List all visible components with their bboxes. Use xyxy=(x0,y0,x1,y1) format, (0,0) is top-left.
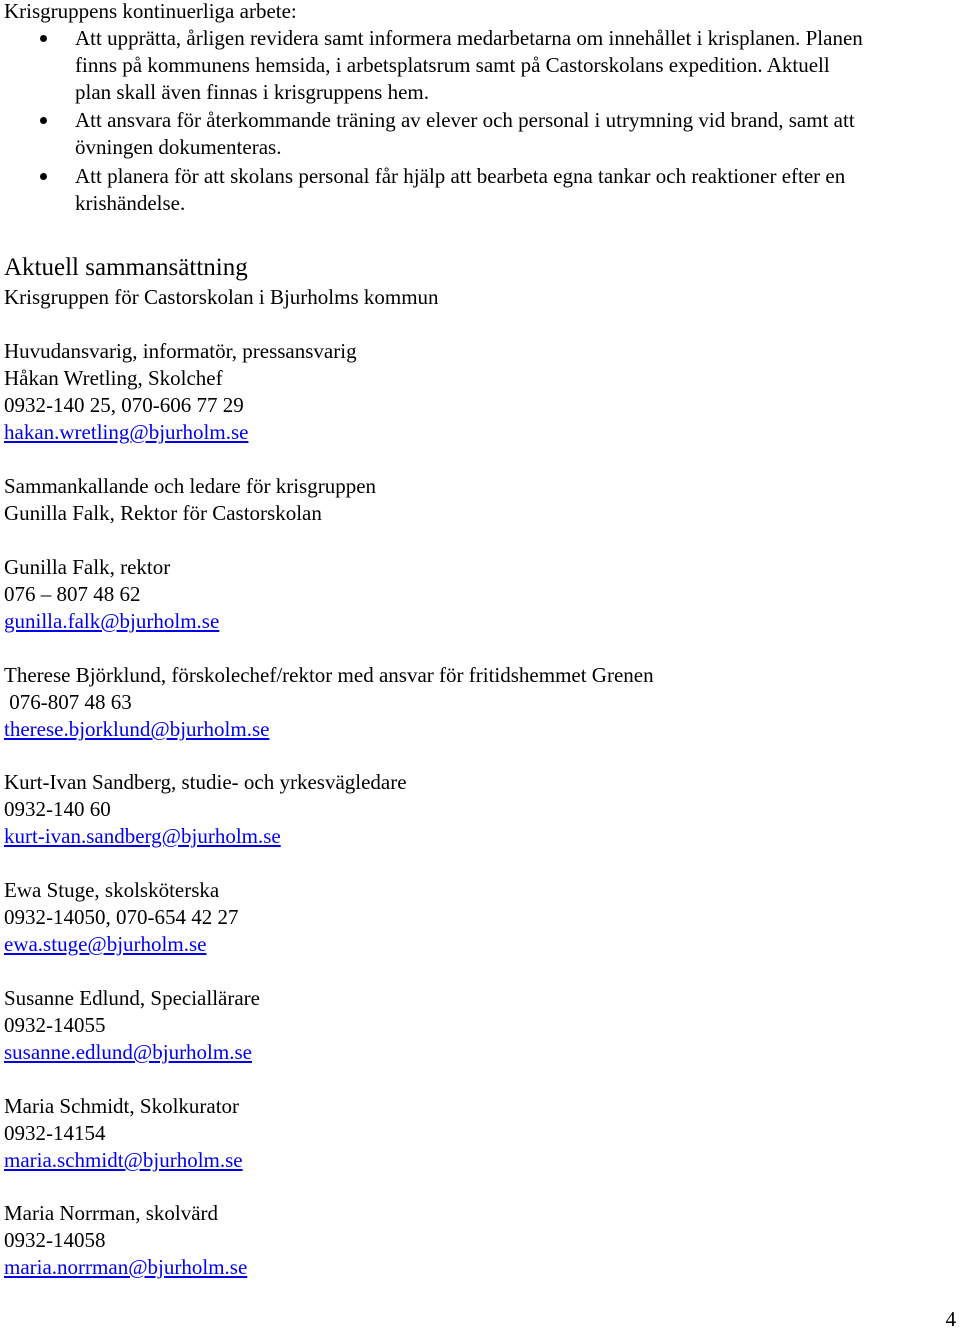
bullet-dot-icon xyxy=(40,117,47,124)
member-email-link[interactable]: therese.bjorklund@bjurholm.se xyxy=(4,717,270,741)
section-title: Krisgruppens kontinuerliga arbete: xyxy=(4,0,297,23)
member-name: Susanne Edlund, Speciallärare xyxy=(4,986,260,1010)
member-name: Therese Björklund, förskolechef/rektor med ansvar för fritidshemmet Grenen xyxy=(4,663,654,687)
member-email-link[interactable]: maria.norrman@bjurholm.se xyxy=(4,1255,248,1279)
bullet-1-line-1: Att upprätta, årligen revidera samt informera medarbetarna om innehållet i krisplanen. Planen xyxy=(75,26,863,50)
member-email-link[interactable]: kurt-ivan.sandberg@bjurholm.se xyxy=(4,824,281,848)
bullet-2-line-1: Att ansvara för återkommande träning av elever och personal i utrymning vid brand, samt att xyxy=(75,108,855,132)
member-phone: 0932-14154 xyxy=(4,1121,106,1145)
member-name: Ewa Stuge, skolsköterska xyxy=(4,878,220,902)
responsible-email-link[interactable]: hakan.wretling@bjurholm.se xyxy=(4,420,249,444)
member-phone: 076 – 807 48 62 xyxy=(4,582,141,606)
composition-heading: Aktuell sammansättning xyxy=(4,254,248,281)
convener-name: Gunilla Falk, Rektor för Castorskolan xyxy=(4,501,322,525)
member-email-link[interactable]: gunilla.falk@bjurholm.se xyxy=(4,609,220,633)
member-phone: 0932-14058 xyxy=(4,1228,106,1252)
member-phone: 0932-14055 xyxy=(4,1013,106,1037)
responsible-role: Huvudansvarig, informatör, pressansvarig xyxy=(4,339,357,363)
member-phone: 0932-140 60 xyxy=(4,797,111,821)
page-number: 4 xyxy=(945,1307,956,1331)
member-email-link[interactable]: ewa.stuge@bjurholm.se xyxy=(4,932,207,956)
responsible-name: Håkan Wretling, Skolchef xyxy=(4,366,223,390)
responsible-phone: 0932-140 25, 070-606 77 29 xyxy=(4,393,244,417)
member-phone: 0932-14050, 070-654 42 27 xyxy=(4,905,239,929)
member-email-link[interactable]: susanne.edlund@bjurholm.se xyxy=(4,1040,252,1064)
composition-subheading: Krisgruppen för Castorskolan i Bjurholms kommun xyxy=(4,285,439,309)
member-email-link[interactable]: maria.schmidt@bjurholm.se xyxy=(4,1148,243,1172)
bullet-1-line-3: plan skall även finnas i krisgruppens hem. xyxy=(75,80,430,104)
bullet-dot-icon xyxy=(40,173,47,180)
bullet-3-line-1: Att planera för att skolans personal får hjälp att bearbeta egna tankar och reaktioner efter en xyxy=(75,164,846,188)
member-name: Maria Norrman, skolvärd xyxy=(4,1201,219,1225)
bullet-3-line-2: krishändelse. xyxy=(75,191,186,215)
bullet-dot-icon xyxy=(40,35,47,42)
bullet-2-line-2: övningen dokumenteras. xyxy=(75,135,282,159)
member-name: Gunilla Falk, rektor xyxy=(4,555,171,579)
member-name: Maria Schmidt, Skolkurator xyxy=(4,1094,240,1118)
member-name: Kurt-Ivan Sandberg, studie- och yrkesvägledare xyxy=(4,770,407,794)
member-phone: 076-807 48 63 xyxy=(4,690,132,714)
bullet-1-line-2: finns på kommunens hemsida, i arbetsplatsrum samt på Castorskolans expedition. Aktuell xyxy=(75,53,830,77)
convener-role: Sammankallande och ledare för krisgruppen xyxy=(4,474,377,498)
